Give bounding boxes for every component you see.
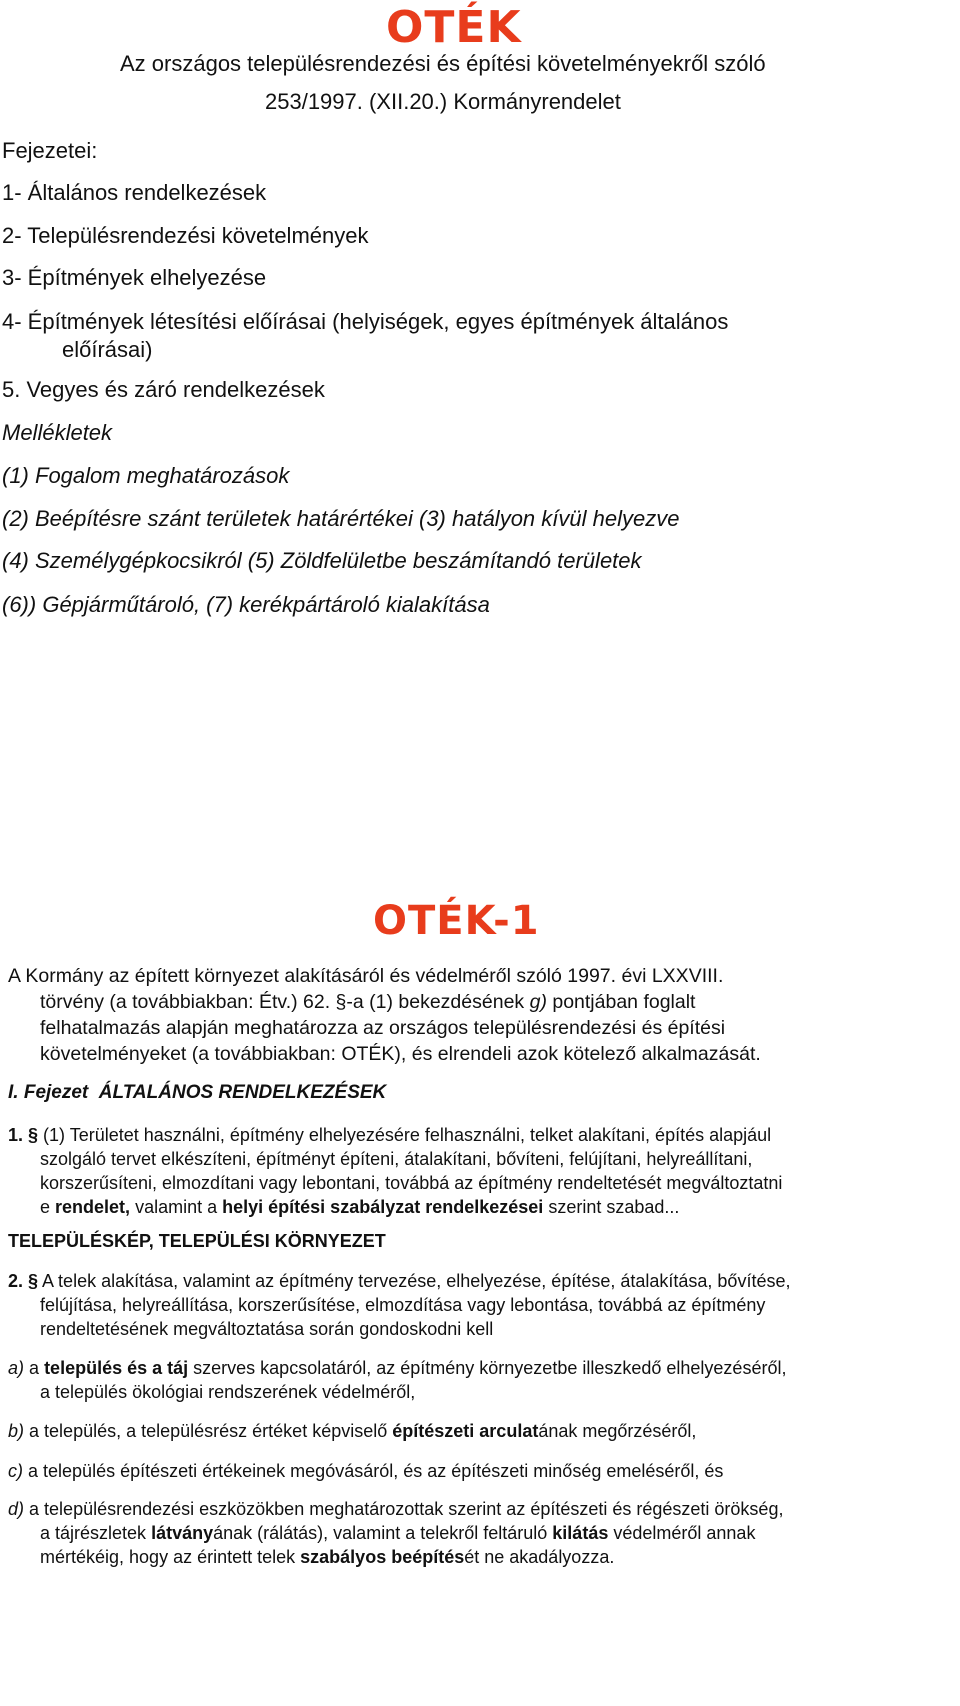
- item-a-l1b: település és a táj: [44, 1358, 189, 1378]
- intro-line-1: A Kormány az épített környezet alakításáról és védelméről szóló 1997. évi LXXVIII.: [8, 965, 724, 987]
- p1-l4e: szerint szabad...: [548, 1197, 680, 1217]
- subheading: TELEPÜLÉSKÉP, TELEPÜLÉSI KÖRNYEZET: [8, 1231, 386, 1251]
- item-a-line-2: a település ökológiai rendszerének védelméről,: [40, 1382, 416, 1402]
- item-d-line-3: [40, 1544, 614, 1570]
- item-d-l3a: mértékéig, hogy az érintett telek: [40, 1547, 296, 1567]
- item-b: [8, 1418, 696, 1444]
- p1-l4d: helyi építési szabályzat rendelkezései: [222, 1197, 544, 1217]
- document-subtitle-line2: 253/1997. (XII.20.) Kormányrendelet: [265, 89, 621, 114]
- item-c: [8, 1458, 723, 1484]
- annex-item-2[interactable]: (2) Beépítésre szánt területek határértékei (3) hatályon kívül helyezve: [2, 506, 680, 531]
- item-d-l3b: szabályos beépítés: [300, 1547, 465, 1567]
- p1-l4a: e: [40, 1197, 51, 1217]
- item-d-l2b: látvány: [151, 1523, 214, 1543]
- annex-heading: Mellékletek: [2, 420, 113, 445]
- item-c-label: c): [8, 1461, 23, 1481]
- item-d-l1: a településrendezési eszközökben meghatározottak szerint az építészeti és régészeti örökség,: [29, 1499, 784, 1519]
- toc-item-4-cont[interactable]: előírásai): [62, 337, 153, 362]
- p1-l4b: rendelet,: [55, 1197, 131, 1217]
- toc-item-3[interactable]: 3- Építmények elhelyezése: [2, 265, 267, 290]
- document-title: OTÉK: [386, 2, 522, 53]
- item-c-text: a település építészeti értékeinek megóvásáról, és az építészeti minőség emeléséről, és: [28, 1461, 724, 1481]
- item-b-b: építészeti arculat: [392, 1421, 539, 1441]
- toc-item-4[interactable]: 4- Építmények létesítési előírásai (helyiségek, egyes építmények általános: [2, 309, 729, 334]
- annex-item-3[interactable]: (4) Személygépkocsikról (5) Zöldfelületbe beszámítandó területek: [2, 548, 642, 573]
- p1-line-4: [40, 1194, 679, 1220]
- intro-line-3: felhatalmazás alapján meghatározza az országos településrendezési és építési: [40, 1017, 726, 1039]
- item-d-l2e: védelméről annak: [613, 1523, 756, 1543]
- p1-line-1-text: (1) Területet használni, építmény elhelyezésére felhasználni, telket alakítani, építés alapjául: [43, 1125, 772, 1145]
- item-d-label: d): [8, 1499, 25, 1519]
- item-d-line-2: [40, 1520, 755, 1546]
- section-title: OTÉK-1: [373, 898, 540, 944]
- p2-number: 2. §: [8, 1271, 39, 1291]
- item-d-l2a: a tájrészletek: [40, 1523, 147, 1543]
- intro-line-2-rest: pontjában foglalt: [552, 991, 696, 1013]
- item-d-line-1: [8, 1496, 783, 1522]
- intro-line-2: [40, 989, 695, 1015]
- chapter-heading: I. Fejezet ÁLTALÁNOS RENDELKEZÉSEK: [8, 1082, 387, 1103]
- intro-line-4: követelményeket (a továbbiakban: OTÉK), és elrendeli azok kötelező alkalmazását.: [40, 1043, 761, 1065]
- p2-line-1: [8, 1268, 790, 1294]
- toc-item-1[interactable]: 1- Általános rendelkezések: [2, 180, 267, 205]
- toc-heading: Fejezetei:: [2, 138, 98, 163]
- p1-l4c: valamint a: [135, 1197, 218, 1217]
- p1-number: 1. §: [8, 1125, 39, 1145]
- p1-line-2: szolgáló tervet elkészíteni, építményt építeni, átalakítani, bővíteni, felújítani, helyreállítani,: [40, 1149, 753, 1169]
- annex-item-4[interactable]: (6)) Gépjárműtároló, (7) kerékpártároló kialakítása: [2, 592, 490, 617]
- item-a-l1c: szerves kapcsolatáról, az építmény környezetbe illeszkedő elhelyezéséről,: [193, 1358, 787, 1378]
- item-a-line-1: [8, 1355, 786, 1381]
- intro-line-2-text: törvény (a továbbiakban: Étv.) 62. §-a (1) bekezdésének: [40, 991, 525, 1013]
- item-a-label: a): [8, 1358, 25, 1378]
- document-subtitle-line1: Az országos településrendezési és építési követelményekről szóló: [120, 51, 766, 76]
- p2-line-3: rendeltetésének megváltoztatása során gondoskodni kell: [40, 1319, 494, 1339]
- p2-line-2: felújítása, helyreállítása, korszerűsítése, elmozdítása vagy lebontása, továbbá az építmény: [40, 1295, 766, 1315]
- toc-item-5[interactable]: 5. Vegyes és záró rendelkezések: [2, 377, 325, 402]
- p2-line-1-text: A telek alakítása, valamint az építmény tervezése, elhelyezése, építése, átalakítása, bővítése,: [42, 1271, 791, 1291]
- item-d-l3c: ét ne akadályozza.: [464, 1547, 615, 1567]
- p1-line-3: korszerűsíteni, elmozdítani vagy lebontani, továbbá az építmény rendeltetését megváltoztatni: [40, 1173, 783, 1193]
- item-a-l1a: a: [29, 1358, 40, 1378]
- item-b-label: b): [8, 1421, 25, 1441]
- annex-item-1[interactable]: (1) Fogalom meghatározások: [2, 463, 290, 488]
- item-b-a: a település, a településrész értéket képviselő: [29, 1421, 388, 1441]
- item-b-c: ának megőrzéséről,: [538, 1421, 697, 1441]
- item-d-l2d: kilátás: [552, 1523, 609, 1543]
- toc-item-2[interactable]: 2- Településrendezési követelmények: [2, 223, 369, 248]
- intro-line-2-italic: g): [529, 991, 547, 1013]
- item-d-l2c: ának (rálátás), valamint a telekről feltáruló: [213, 1523, 548, 1543]
- p1-line-1: [8, 1122, 771, 1148]
